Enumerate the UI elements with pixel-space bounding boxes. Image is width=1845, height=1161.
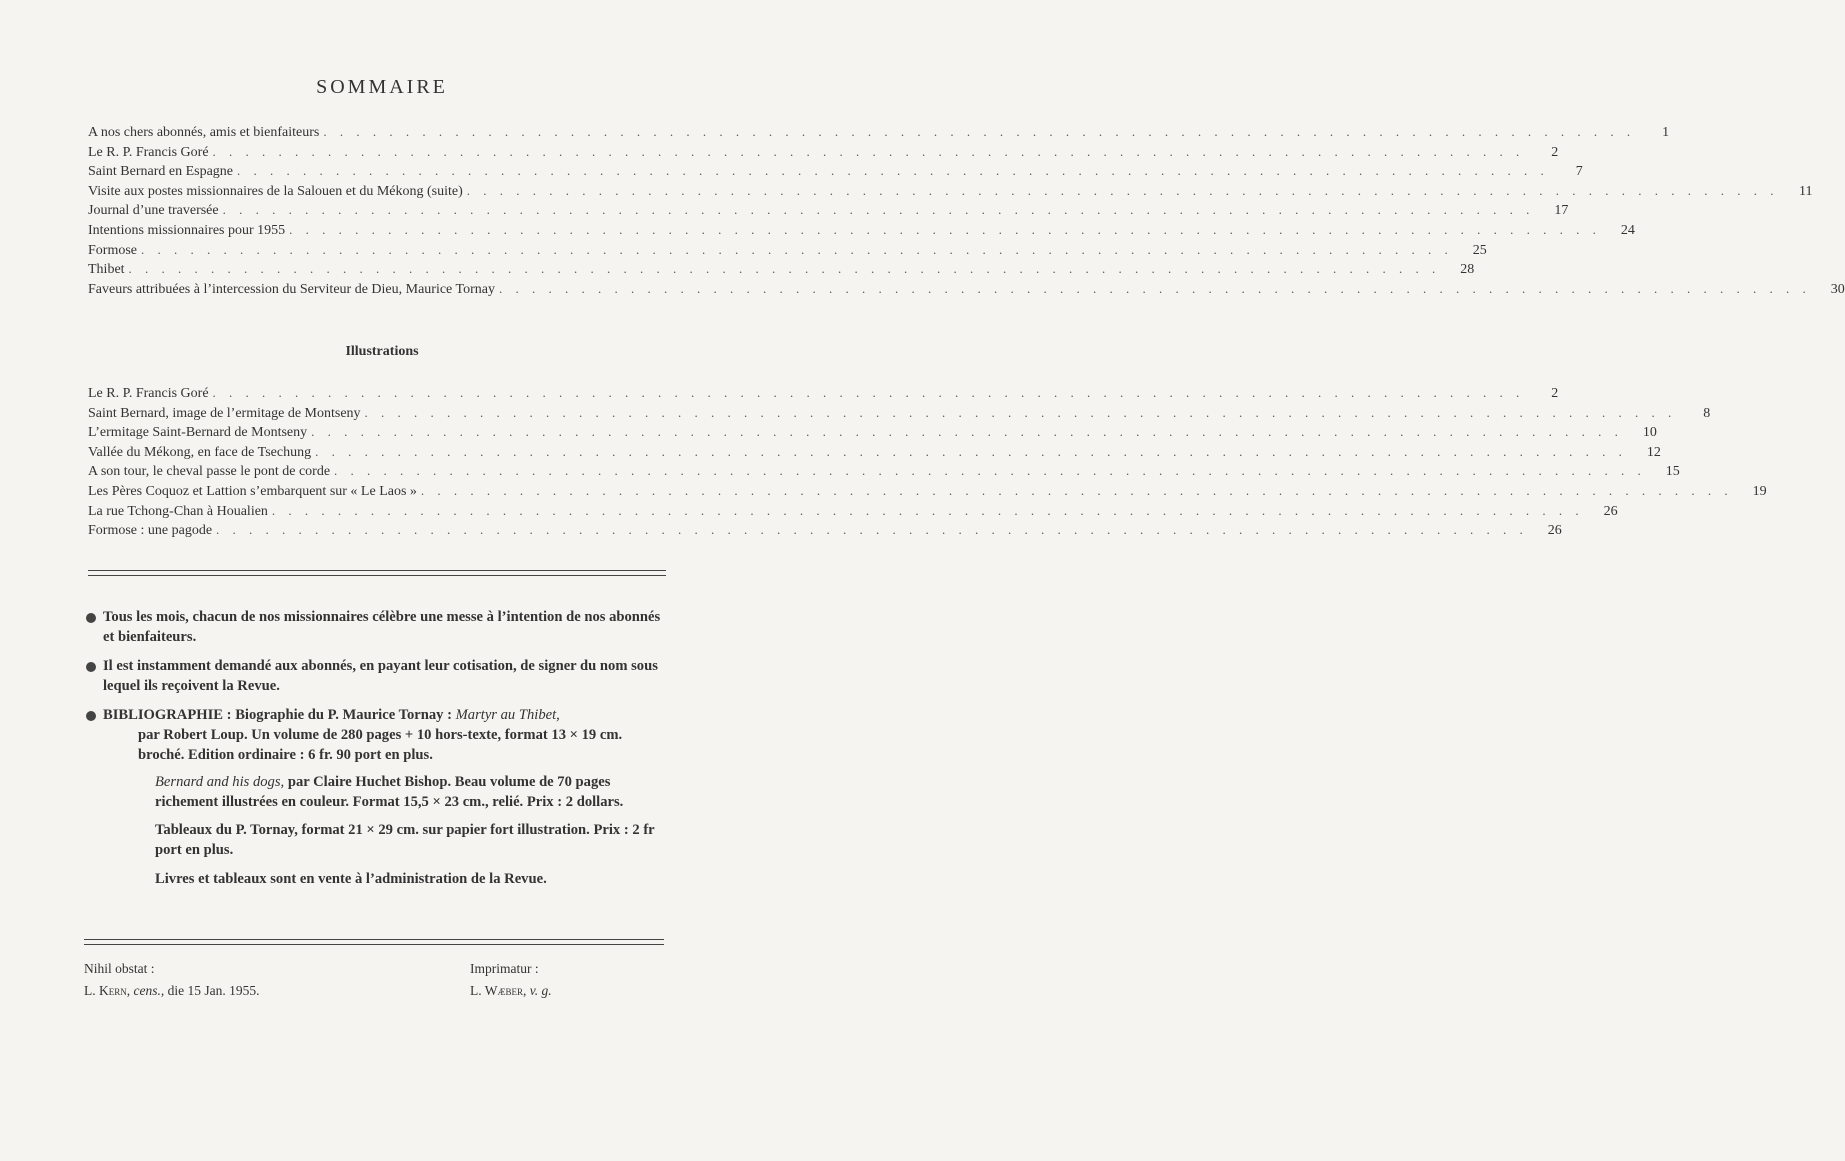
- leader-dots: . . . . . . . . . . . . . . . . . . . . . . . . . . . . . . . . . . . . . . . . . . . . . . . . . . . . . . . . . . . . . . . . . . . . . . . . . . . . . . . .: [212, 385, 1525, 400]
- entry-page: 28: [1460, 262, 1475, 278]
- toc-entry: [88, 221, 1635, 242]
- entry-title: Formose: [88, 242, 137, 258]
- entry-page: 24: [1620, 222, 1635, 238]
- entry-title: Visite aux postes missionnaires de la Salouen et du Mékong (suite): [88, 183, 463, 199]
- bibliography-label: BIBLIOGRAPHIE :: [103, 707, 232, 724]
- page-title: SOMMAIRE: [316, 76, 448, 98]
- bullet-icon: [86, 662, 96, 672]
- leader-dots: . . . . . . . . . . . . . . . . . . . . . . . . . . . . . . . . . . . . . . . . . . . . . . . . . . . . . . . . . . . . . . . . . . . . . . . . . . . . . . . .: [271, 502, 1584, 518]
- toc-entry: [88, 522, 1562, 542]
- entry-title: Le R. P. Francis Goré: [88, 144, 209, 160]
- entry-title: L’ermitage Saint-Bernard de Montseny: [88, 425, 308, 441]
- divider-bottom: [84, 939, 664, 940]
- leader-dots: . . . . . . . . . . . . . . . . . . . . . . . . . . . . . . . . . . . . . . . . . . . . . . . . . . . . . . . . . . . . . . . . . . . . . . . . . . . . . . . .: [311, 424, 1623, 440]
- leader-dots: . . . . . . . . . . . . . . . . . . . . . . . . . . . . . . . . . . . . . . . . . . . . . . . . . . . . . . . . . . . . . . . . . . . . . . . . . . . . . . . .: [498, 280, 1811, 296]
- bullet-icon: [86, 711, 96, 721]
- entry-title: Faveurs attribuées à l’intercession du Serviteur de Dieu, Maurice Tornay: [88, 281, 495, 297]
- entry-title: Journal d’une traversée: [88, 203, 219, 219]
- toc-entry: [88, 482, 1767, 503]
- leader-dots: . . . . . . . . . . . . . . . . . . . . . . . . . . . . . . . . . . . . . . . . . . . . . . . . . . . . . . . . . . . . . . . . . . . . . . . . . . . . . . . .: [216, 522, 1528, 538]
- illustrations-heading: Illustrations: [345, 344, 419, 359]
- leader-dots: . . . . . . . . . . . . . . . . . . . . . . . . . . . . . . . . . . . . . . . . . . . . . . . . . . . . . . . . . . . . . . . . . . . . . . . . . . . . . . . .: [364, 404, 1677, 420]
- book-title-dogs: Bernard and his dogs,: [155, 774, 285, 791]
- entry-page: 25: [1472, 242, 1487, 258]
- toc-entry: [88, 182, 1813, 203]
- entry-page: 19: [1752, 483, 1767, 499]
- entry-page: 15: [1665, 464, 1680, 480]
- leader-dots: . . . . . . . . . . . . . . . . . . . . . . . . . . . . . . . . . . . . . . . . . . . . . . . . . . . . . . . . . . . . . . . . . . . . . . . . . . . . . . . .: [237, 163, 1549, 179]
- leader-dots: . . . . . . . . . . . . . . . . . . . . . . . . . . . . . . . . . . . . . . . . . . . . . . . . . . . . . . . . . . . . . . . . . . . . . . . . . . . . . . . .: [466, 182, 1779, 198]
- contents-list: [88, 124, 1845, 300]
- toc-entry: [88, 124, 1670, 144]
- toc-entry: [88, 443, 1661, 464]
- entry-title: Les Pères Coquoz et Lattion s’embarquent sur « Le Laos »: [88, 483, 417, 499]
- leader-dots: . . . . . . . . . . . . . . . . . . . . . . . . . . . . . . . . . . . . . . . . . . . . . . . . . . . . . . . . . . . . . . . . . . . . . . . . . . . . . . . .: [420, 482, 1733, 498]
- entry-page: 2: [1551, 144, 1559, 160]
- entry-title: Saint Bernard, image de l’ermitage de Montseny: [88, 405, 361, 421]
- entry-title: Le R. P. Francis Goré: [88, 386, 209, 401]
- leader-dots: . . . . . . . . . . . . . . . . . . . . . . . . . . . . . . . . . . . . . . . . . . . . . . . . . . . . . . . . . . . . . . . . . . . . . . . . . . . . . . . .: [212, 143, 1525, 159]
- entry-page: 26: [1603, 503, 1618, 519]
- note-subscription: Il est instamment demandé aux abonnés, en payant leur cotisation, de signer du nom sous lequel ils reçoivent la Revue.: [86, 657, 670, 696]
- toc-entry: [88, 202, 1569, 222]
- illustrations-list: [88, 385, 1767, 542]
- bibliography-item-dogs: Bernard and his dogs, par Claire Huchet Bishop. Beau volume de 70 pages richement illustrées en couleur. Format 15,5 × 23 cm., relié. Prix : 2 dollars.: [155, 774, 624, 810]
- toc-entry: [88, 424, 1657, 444]
- entry-page: 8: [1703, 405, 1711, 421]
- toc-entry: [88, 404, 1711, 425]
- entry-page: 1: [1662, 125, 1670, 140]
- leader-dots: . . . . . . . . . . . . . . . . . . . . . . . . . . . . . . . . . . . . . . . . . . . . . . . . . . . . . . . . . . . . . . . . . . . . . . . . . . . . . . . .: [222, 202, 1535, 218]
- entry-page: 30: [1830, 281, 1845, 297]
- entry-page: 11: [1799, 183, 1813, 199]
- entry-page: 10: [1642, 425, 1657, 441]
- toc-entry: [88, 385, 1559, 405]
- imprimatur: Imprimatur : L. Wæber, v. g.: [470, 961, 552, 998]
- divider-bottom-2: [84, 944, 664, 945]
- entry-title: Vallée du Mékong, en face de Tsechung: [88, 444, 312, 460]
- toc-entry: [88, 502, 1618, 523]
- note-bibliography: BIBLIOGRAPHIE : Biographie du P. Maurice Tornay : Martyr au Thibet, par Robert Loup. Un volume de 280 pages + 10 hors-texte, format 13 × 19 cm. broché. Edition ordinaire : 6 fr. 90 port en plus. Bernard and his dogs, par Claire Huchet Bishop. Beau volume de 70 pages richement illustrées en couleur. Format 15,5 × 23 cm., relié. Prix : 2 dollars. Tableaux du P. Tornay, format 21 × 29 cm. sur papier fort illustration. Prix : 2 fr port en plus. Livres et tableaux sont en vente à l’administration de la Revue.: [86, 706, 670, 889]
- entry-title: La rue Tchong-Chan à Houalien: [88, 503, 268, 519]
- entry-title: Thibet: [88, 262, 125, 278]
- leader-dots: . . . . . . . . . . . . . . . . . . . . . . . . . . . . . . . . . . . . . . . . . . . . . . . . . . . . . . . . . . . . . . . . . . . . . . . . . . . . . . . .: [334, 463, 1646, 479]
- leader-dots: . . . . . . . . . . . . . . . . . . . . . . . . . . . . . . . . . . . . . . . . . . . . . . . . . . . . . . . . . . . . . . . . . . . . . . . . . . . . . . . .: [141, 241, 1453, 257]
- divider-top-2: [88, 575, 666, 576]
- bullet-icon: [86, 613, 96, 623]
- toc-entry: [88, 163, 1583, 183]
- leader-dots: . . . . . . . . . . . . . . . . . . . . . . . . . . . . . . . . . . . . . . . . . . . . . . . . . . . . . . . . . . . . . . . . . . . . . . . . . . . . . . . .: [289, 221, 1601, 237]
- bibliography-item-paintings: Tableaux du P. Tornay, format 21 × 29 cm. sur papier fort illustration. Prix : 2 fr port en plus.: [155, 822, 655, 858]
- toc-entry: [88, 280, 1845, 301]
- entry-title: A son tour, le cheval passe le pont de corde: [88, 464, 331, 480]
- nihil-obstat: Nihil obstat : L. Kern, cens., die 15 Jan. 1955.: [84, 961, 260, 998]
- divider-top: [88, 570, 666, 571]
- entry-page: 2: [1551, 386, 1559, 401]
- toc-entry: [88, 241, 1487, 262]
- entry-page: 26: [1547, 523, 1562, 539]
- entry-title: A nos chers abonnés, amis et bienfaiteurs: [88, 125, 320, 140]
- entry-page: 12: [1646, 444, 1661, 460]
- book-title-martyr: Martyr au Thibet,: [455, 707, 560, 724]
- notes-section: [86, 608, 670, 899]
- leader-dots: . . . . . . . . . . . . . . . . . . . . . . . . . . . . . . . . . . . . . . . . . . . . . . . . . . . . . . . . . . . . . . . . . . . . . . . . . . . . . . . .: [315, 443, 1627, 459]
- entry-page: 7: [1575, 164, 1583, 180]
- entry-title: Saint Bernard en Espagne: [88, 164, 234, 180]
- entry-page: 17: [1554, 203, 1569, 219]
- toc-entry: [88, 143, 1559, 164]
- toc-entry: [88, 261, 1475, 281]
- note-masses: Tous les mois, chacun de nos missionnaires célèbre une messe à l’intention de nos abonnés et bienfaiteurs.: [86, 608, 670, 647]
- toc-entry: [88, 463, 1680, 483]
- entry-title: Intentions missionnaires pour 1955: [88, 222, 286, 238]
- entry-title: Formose : une pagode: [88, 523, 213, 539]
- leader-dots: . . . . . . . . . . . . . . . . . . . . . . . . . . . . . . . . . . . . . . . . . . . . . . . . . . . . . . . . . . . . . . . . . . . . . . . . . . . . . . . .: [128, 261, 1441, 277]
- bibliography-item-sale: Livres et tableaux sont en vente à l’administration de la Revue.: [155, 870, 547, 887]
- leader-dots: . . . . . . . . . . . . . . . . . . . . . . . . . . . . . . . . . . . . . . . . . . . . . . . . . . . . . . . . . . . . . . . . . . . . . . . . . . . . . . . .: [323, 124, 1636, 139]
